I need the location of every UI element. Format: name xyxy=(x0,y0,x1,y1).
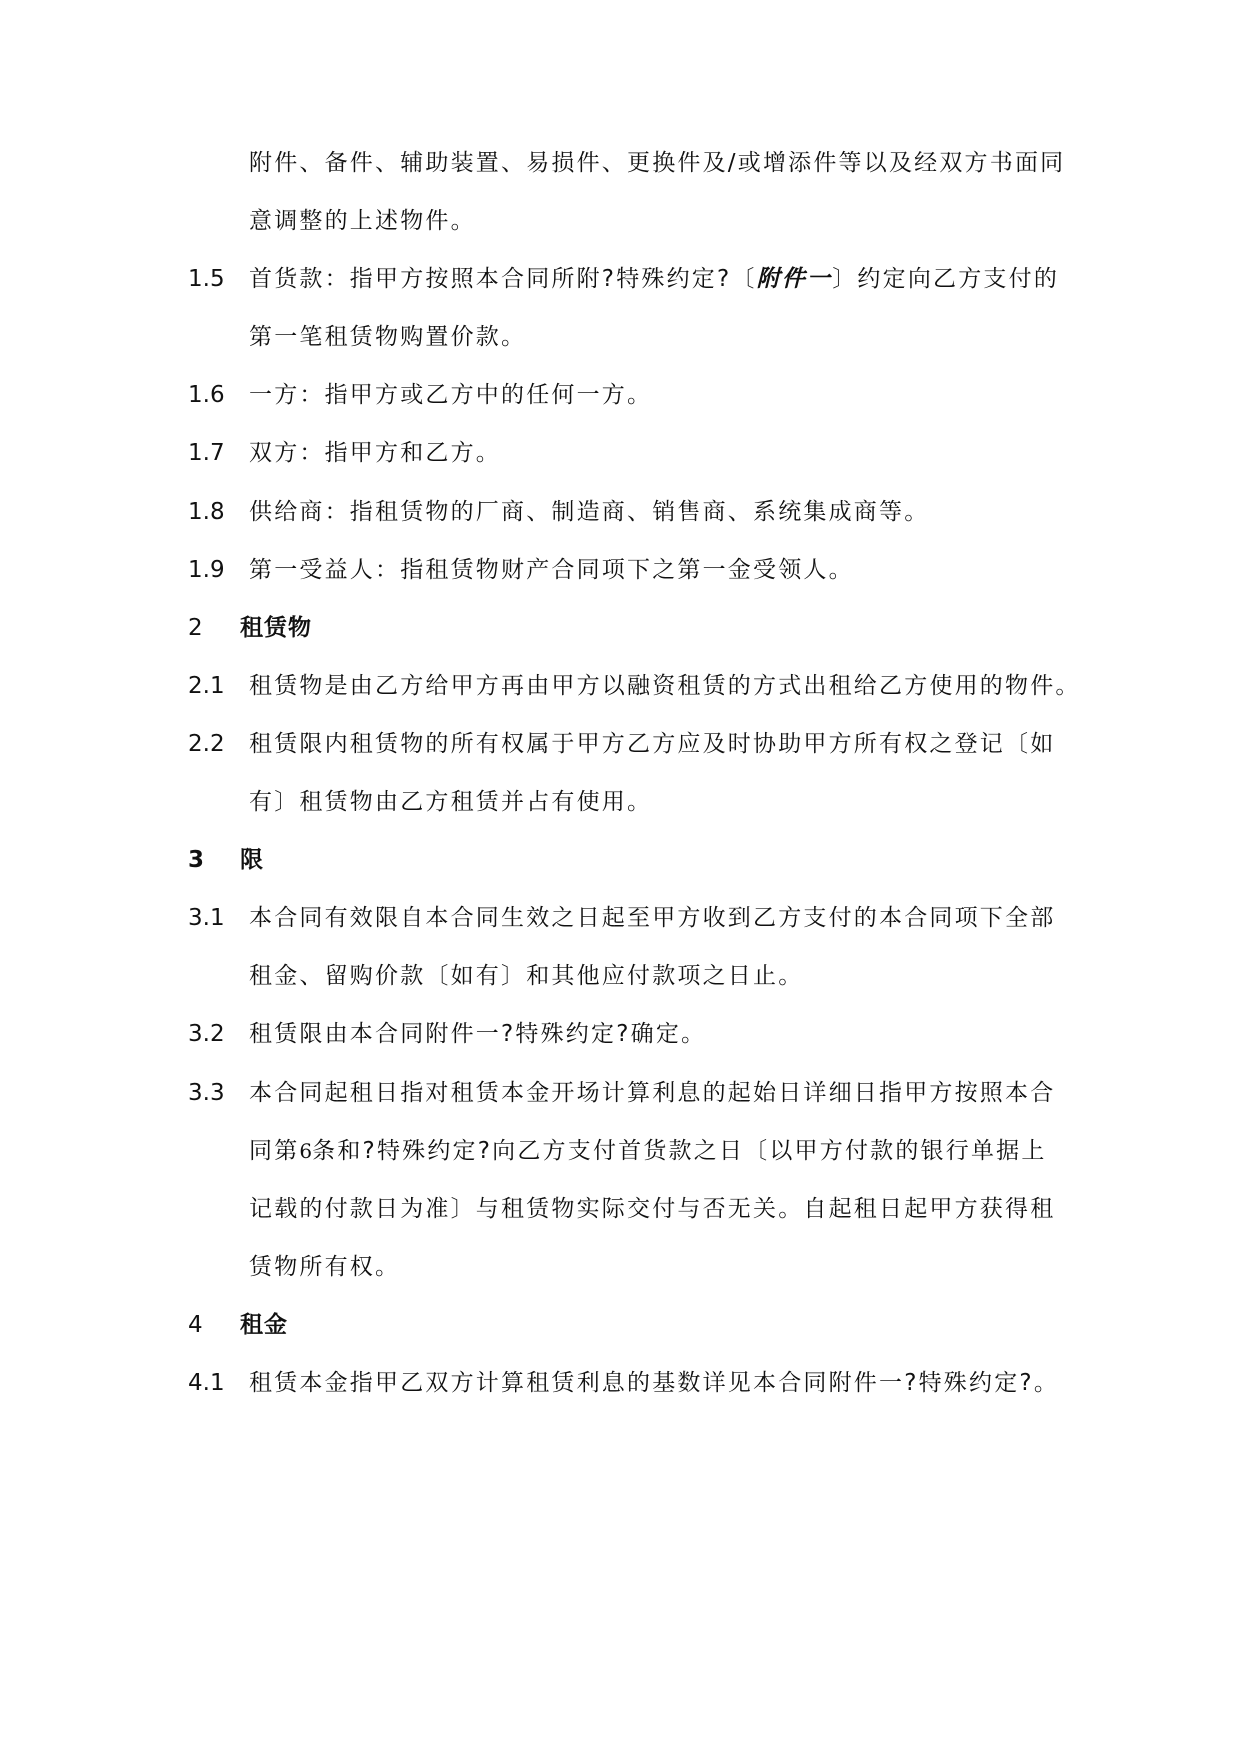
clause-text: 本合同有效限自本合同生效之日起至甲方收到乙方支付的本合同项下全部 xyxy=(249,905,1056,931)
clause-number: 1.5 xyxy=(188,266,225,292)
clause-number: 2.1 xyxy=(188,673,225,699)
clause-number: 4.1 xyxy=(188,1370,225,1396)
clause-text: 一方：指甲方或乙方中的任何一方。 xyxy=(249,382,653,408)
clause-text: 第一受益人：指租赁物财产合同项下之第一金受领人。 xyxy=(249,557,854,583)
section-number: 3 xyxy=(188,847,205,873)
clause-text: 租赁限由本合同附件一?特殊约定?确定。 xyxy=(249,1021,707,1047)
paragraph-line: 意调整的上述物件。 xyxy=(249,208,476,234)
clause-number: 1.6 xyxy=(188,382,225,408)
paragraph-line: 有〕租赁物由乙方租赁并占有使用。 xyxy=(249,789,653,815)
clause-number: 1.8 xyxy=(188,499,225,525)
section-heading: 租金 xyxy=(240,1312,288,1338)
section-number: 2 xyxy=(188,615,203,641)
section-heading: 租赁物 xyxy=(240,615,312,641)
clause-number: 1.9 xyxy=(188,557,225,583)
clause-text: 租赁物是由乙方给甲方再由甲方以融资租赁的方式出租给乙方使用的物件。 xyxy=(249,673,1081,699)
clause-text: 租赁本金指甲乙双方计算租赁利息的基数详见本合同附件一?特殊约定?。 xyxy=(249,1370,1060,1396)
section-heading: 限 xyxy=(240,847,264,873)
clause-text xyxy=(249,264,1059,294)
clause-text: 供给商：指租赁物的厂商、制造商、销售商、系统集成商等。 xyxy=(249,499,930,525)
paragraph-line: 租金、留购价款〔如有〕和其他应付款项之日止。 xyxy=(249,963,804,989)
section-number: 4 xyxy=(188,1312,203,1338)
clause-text: 租赁限内租赁物的所有权属于甲方乙方应及时协助甲方所有权之登记〔如 xyxy=(249,731,1056,757)
clause-number: 2.2 xyxy=(188,731,225,757)
paragraph-line: 附件、备件、辅助装置、易损件、更换件及/或增添件等以及经双方书面同 xyxy=(249,150,1066,176)
paragraph-line-post: 条和?特殊约定?向乙方支付首货款之日〔以甲方付款的银行单据上 xyxy=(312,1138,1047,1164)
clause-text: 本合同起租日指对租赁本金开场计算利息的起始日详细日指甲方按照本合 xyxy=(249,1080,1056,1106)
paragraph-line: 赁物所有权。 xyxy=(249,1254,401,1280)
clause-text-emphasis: 附件一 xyxy=(756,266,833,292)
clause-text-post: 〕约定向乙方支付的 xyxy=(832,266,1060,292)
clause-number: 3.1 xyxy=(188,905,225,931)
clause-number: 1.7 xyxy=(188,440,225,466)
clause-text: 双方：指甲方和乙方。 xyxy=(249,440,501,466)
paragraph-line-number: 6 xyxy=(299,1139,313,1163)
clause-text-pre: 首货款：指甲方按照本合同所附?特殊约定?〔 xyxy=(249,266,757,292)
paragraph-line: 第一笔租赁物购置价款。 xyxy=(249,324,527,350)
paragraph-line: 记载的付款日为准〕与租赁物实际交付与否无关。自起租日起甲方获得租 xyxy=(249,1196,1056,1222)
clause-number: 3.3 xyxy=(188,1080,225,1106)
paragraph-line-pre: 同第 xyxy=(249,1138,300,1164)
paragraph-line xyxy=(249,1136,1047,1166)
clause-number: 3.2 xyxy=(188,1021,225,1047)
